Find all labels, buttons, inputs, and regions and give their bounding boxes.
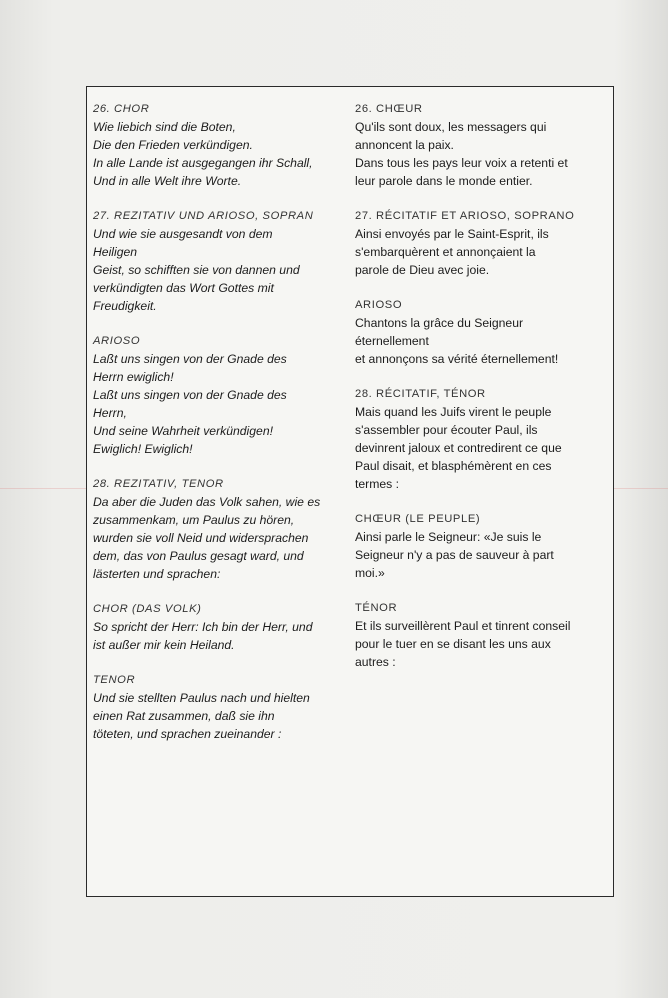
german-section [93,671,345,743]
french-text-line: Mais quand les Juifs virent le peuple [355,405,552,419]
french-text-line: Et ils surveillèrent Paul et tinrent conseil [355,619,571,633]
french-section [355,385,607,493]
french-section-heading: 26. CHŒUR [355,103,423,115]
french-text-line: annoncent la paix. [355,138,454,152]
german-text-line: Laßt uns singen von der Gnade des [93,388,287,402]
french-section [355,510,607,582]
german-text-line: zusammenkam, um Paulus zu hören, [93,513,295,527]
german-section-heading: 26. CHOR [93,103,150,115]
french-text-line: termes : [355,477,400,491]
french-text-line: Seigneur n'y a pas de sauveur à part [355,548,554,562]
german-text-line: Und seine Wahrheit verkündigen! [93,424,273,438]
german-text-line: Freudigkeit. [93,299,157,313]
german-text-line: ist außer mir kein Heiland. [93,638,235,652]
german-text-line: Und wie sie ausgesandt von dem [93,227,273,241]
german-text-line: Laßt uns singen von der Gnade des [93,352,287,366]
german-section [93,600,345,654]
german-section [93,332,345,458]
french-section [355,599,607,671]
german-section-heading: CHOR (DAS VOLK) [93,603,202,615]
french-text-line: Qu'ils sont doux, les messagers qui [355,120,547,134]
french-section [355,296,607,368]
german-text-line: Und in alle Welt ihre Worte. [93,174,242,188]
german-section-heading: ARIOSO [93,335,141,347]
french-section-heading: 28. RÉCITATIF, TÉNOR [355,388,486,400]
french-section [355,207,607,279]
german-text-line: verkündigten das Wort Gottes mit [93,281,274,295]
german-section-heading: TENOR [93,674,136,686]
german-text-line: Ewiglich! Ewiglich! [93,442,193,456]
german-section-heading: 27. REZITATIV UND ARIOSO, SOPRAN [93,210,314,222]
german-text-line: Herrn, [93,406,127,420]
german-text-line: Und sie stellten Paulus nach und hielten [93,691,310,705]
french-text-line: éternellement [355,334,429,348]
german-section [93,100,345,190]
german-section [93,207,345,315]
german-text-line: Herrn ewiglich! [93,370,174,384]
french-section-heading: TÉNOR [355,602,398,614]
french-column [355,100,607,688]
german-text-line: In alle Lande ist ausgegangen ihr Schall, [93,156,313,170]
french-text-line: Dans tous les pays leur voix a retenti et [355,156,568,170]
french-text-line: leur parole dans le monde entier. [355,174,533,188]
french-section-heading: ARIOSO [355,299,403,311]
french-text-line: Paul disait, et blasphémèrent en ces [355,459,552,473]
french-text-line: devinrent jaloux et contredirent ce que [355,441,562,455]
french-section-heading: CHŒUR (LE PEUPLE) [355,513,481,525]
german-text-line: wurden sie voll Neid und widersprachen [93,531,309,545]
french-text-line: parole de Dieu avec joie. [355,263,490,277]
german-text-line: lästerten und sprachen: [93,567,221,581]
german-column [93,100,345,760]
french-text-line: Chantons la grâce du Seigneur [355,316,524,330]
german-section-heading: 28. REZITATIV, TENOR [93,478,224,490]
german-text-line: dem, das von Paulus gesagt ward, und [93,549,304,563]
french-text-line: pour le tuer en se disant les uns aux [355,637,551,651]
german-text-line: Geist, so schifften sie von dannen und [93,263,300,277]
french-text-line: moi.» [355,566,385,580]
french-text-line: et annonçons sa vérité éternellement! [355,352,559,366]
french-section-heading: 27. RÉCITATIF ET ARIOSO, SOPRANO [355,210,575,222]
german-text-line: Heiligen [93,245,138,259]
french-text-line: Ainsi envoyés par le Saint-Esprit, ils [355,227,549,241]
french-section [355,100,607,190]
german-section [93,475,345,583]
german-text-line: einen Rat zusammen, daß sie ihn [93,709,275,723]
german-text-line: Die den Frieden verkündigen. [93,138,253,152]
german-text-line: So spricht der Herr: Ich bin der Herr, und [93,620,313,634]
french-text-line: s'assembler pour écouter Paul, ils [355,423,538,437]
german-text-line: Da aber die Juden das Volk sahen, wie es [93,495,321,509]
french-text-line: s'embarquèrent et annonçaient la [355,245,536,259]
german-text-line: Wie liebich sind die Boten, [93,120,236,134]
french-text-line: autres : [355,655,396,669]
german-text-line: töteten, und sprachen zueinander : [93,727,282,741]
french-text-line: Ainsi parle le Seigneur: «Je suis le [355,530,542,544]
